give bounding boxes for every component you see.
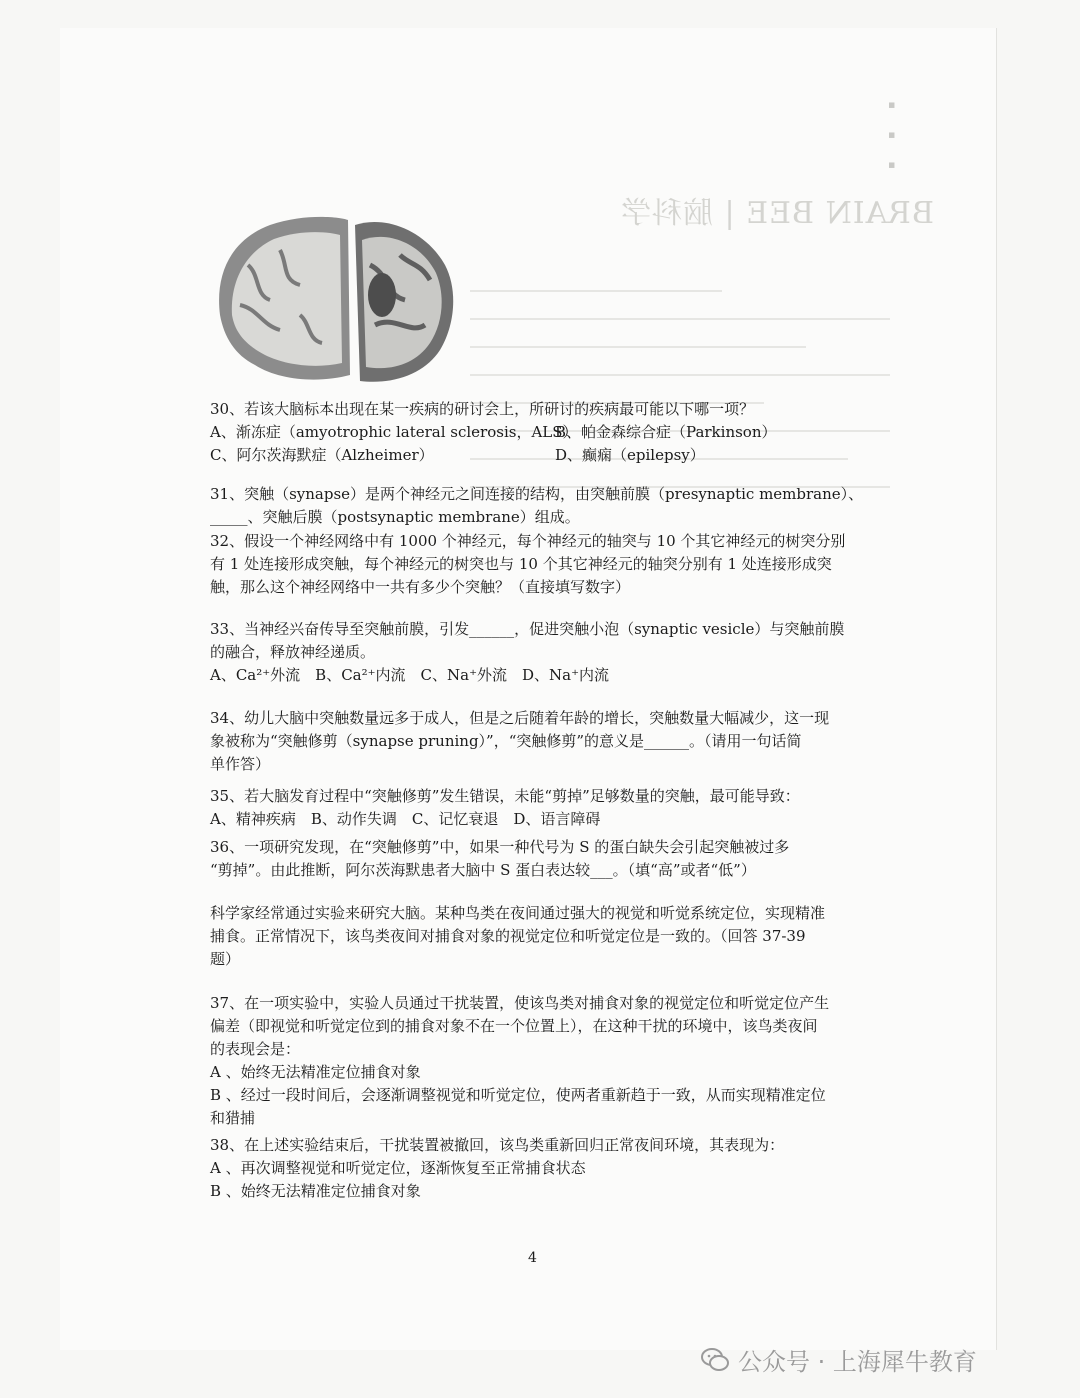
q34-line: 象被称为“突触修剪（synapse pruning）”，“突触修剪”的意义是______。（请用一句话简 — [210, 732, 802, 750]
q30-option-d: D、癫痫（epilepsy） — [555, 446, 705, 464]
q35-line: 35、若大脑发育过程中“突触修剪”发生错误，未能“剪掉”足够数量的突触，最可能导致： — [210, 787, 800, 805]
q34-line: 34、幼儿大脑中突触数量远多于成人，但是之后随着年龄的增长，突触数量大幅减少，这一现 — [210, 709, 830, 727]
q38-line: 38、在上述实验结束后，干扰装置被撤回，该鸟类重新回归正常夜间环境，其表现为： — [210, 1136, 785, 1154]
intro-line: 科学家经常通过实验来研究大脑。某种鸟类在夜间通过强大的视觉和听觉系统定位，实现精准 — [210, 904, 826, 922]
q36-line: “剪掉”。由此推断，阿尔茨海默患者大脑中 S 蛋白表达较___。（填“高”或者“低”） — [210, 861, 756, 879]
question-35 — [210, 785, 870, 831]
intro-line: 题） — [210, 950, 241, 968]
q37-line: 的表现会是： — [210, 1040, 301, 1058]
q37-option-a: A 、始终无法精准定位捕食对象 — [210, 1063, 421, 1081]
q32-line: 有 1 处连接形成突触，每个神经元的树突也与 10 个其它神经元的轴突分别有 1 处连接形成突 — [210, 555, 832, 573]
question-36 — [210, 836, 870, 882]
q36-line: 36、一项研究发现，在“突触修剪”中，如果一种代号为 S 的蛋白缺失会引起突触被过多 — [210, 838, 790, 856]
watermark-text: 公众号 · 上海犀牛教育 — [738, 1348, 977, 1376]
q37-option-b-cont: 和猎捕 — [210, 1109, 256, 1127]
question-34 — [210, 707, 870, 776]
q33-options: A、Ca²⁺外流 B、Ca²⁺内流 C、Na⁺外流 D、Na⁺内流 — [210, 666, 610, 684]
edge-marks: ▪ ▪ ▪ — [888, 98, 896, 171]
q31-line: _____、突触后膜（postsynaptic membrane）组成。 — [210, 508, 580, 526]
q34-line: 单作答） — [210, 755, 271, 773]
q30-option-b: B、帕金森综合症（Parkinson） — [555, 423, 777, 441]
bleed-through-header: BRAIN BEE | 脑科学 — [620, 196, 934, 231]
question-31 — [210, 483, 870, 529]
question-33 — [210, 618, 870, 687]
q38-option-b: B 、始终无法精准定位捕食对象 — [210, 1182, 421, 1200]
q32-line: 32、假设一个神经网络中有 1000 个神经元，每个神经元的轴突与 10 个其它神经元的树突分别 — [210, 532, 846, 550]
q35-options: A、精神疾病 B、动作失调 C、记忆衰退 D、语言障碍 — [210, 810, 601, 828]
intro-37-39 — [210, 902, 870, 971]
question-37 — [210, 992, 870, 1130]
brain-section-image — [210, 205, 460, 390]
question-38 — [210, 1134, 870, 1203]
wechat-icon — [700, 1345, 730, 1375]
q31-line: 31、突触（synapse）是两个神经元之间连接的结构，由突触前膜（presynaptic membrane）、 — [210, 485, 864, 503]
question-32 — [210, 530, 870, 599]
question-30 — [210, 398, 870, 467]
q33-line: 的融合，释放神经递质。 — [210, 643, 376, 661]
q30-option-a: A、渐冻症（amyotrophic lateral sclerosis，ALS） — [210, 423, 578, 441]
q37-line: 37、在一项实验中，实验人员通过干扰装置，使该鸟类对捕食对象的视觉定位和听觉定位产生 — [210, 994, 830, 1012]
q32-line: 触，那么这个神经网络中一共有多少个突触？（直接填写数字） — [210, 578, 631, 596]
q38-option-a: A 、再次调整视觉和听觉定位，逐渐恢复至正常捕食状态 — [210, 1159, 586, 1177]
q37-option-b: B 、经过一段时间后，会逐渐调整视觉和听觉定位，使两者重新趋于一致，从而实现精准定位 — [210, 1086, 826, 1104]
q37-line: 偏差（即视觉和听觉定位到的捕食对象不在一个位置上），在这种干扰的环境中，该鸟类夜间 — [210, 1017, 818, 1035]
q33-line: 33、当神经兴奋传导至突触前膜，引发______，促进突触小泡（synaptic vesicle）与突触前膜 — [210, 620, 845, 638]
q30-stem: 30、若该大脑标本出现在某一疾病的研讨会上，所研讨的疾病最可能以下哪一项？ — [210, 400, 755, 418]
watermark — [700, 1342, 977, 1377]
q30-option-c: C、阿尔茨海默症（Alzheimer） — [210, 446, 434, 464]
intro-line: 捕食。正常情况下，该鸟类夜间对捕食对象的视觉定位和听觉定位是一致的。（回答 37-39 — [210, 927, 806, 945]
page-number: 4 — [528, 1250, 537, 1266]
